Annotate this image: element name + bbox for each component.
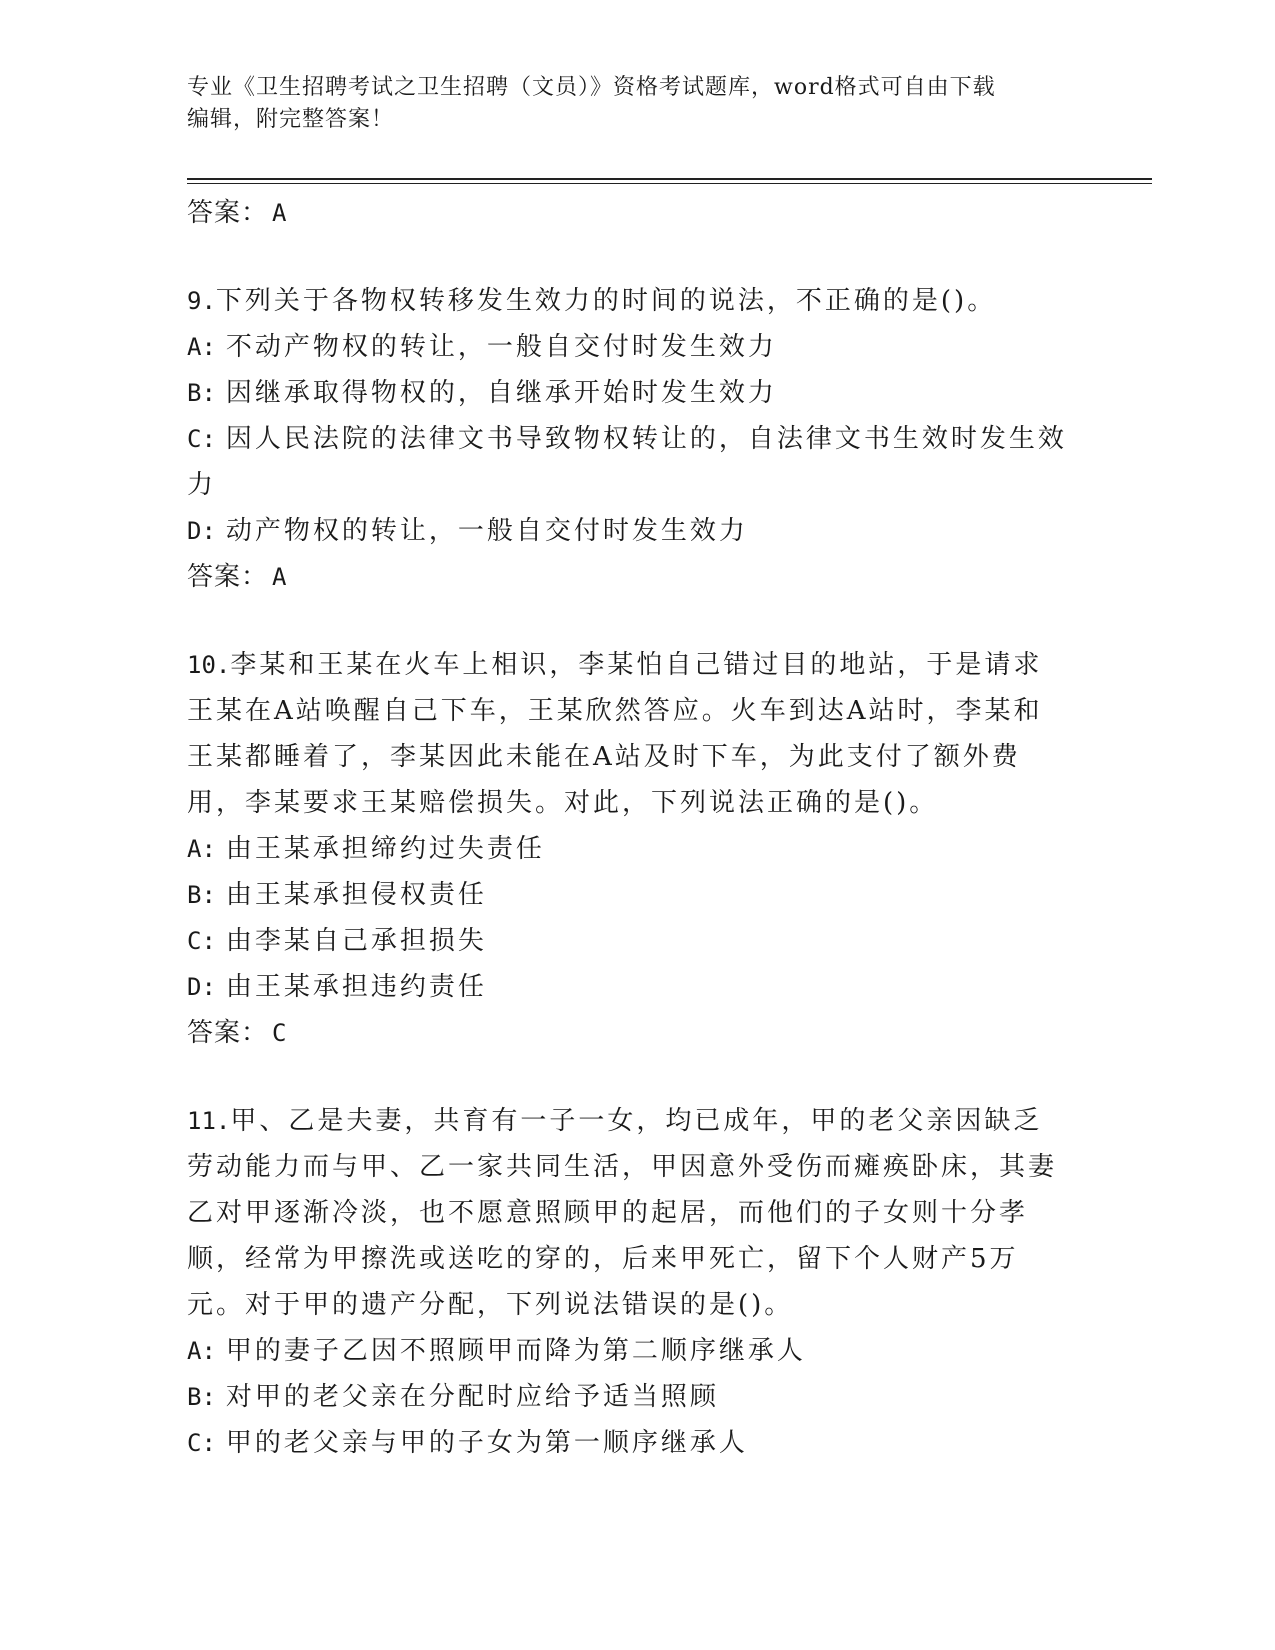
- header-divider-thick: [187, 178, 1152, 180]
- option-key: D:: [187, 973, 216, 1001]
- option-text: 对甲的老父亲在分配时应给予适当照顾: [225, 1382, 719, 1412]
- option-text: 不动产物权的转让，一般自交付时发生效力: [225, 332, 777, 362]
- header-line-2: 编辑，附完整答案！: [187, 107, 395, 132]
- option-text: 因继承取得物权的，自继承开始时发生效力: [225, 378, 777, 408]
- option-key: B:: [187, 1383, 216, 1411]
- option-text: 甲的妻子乙因不照顾甲而降为第二顺序继承人: [225, 1336, 806, 1366]
- question-number: 10.: [187, 651, 231, 679]
- option-d: [187, 964, 1067, 1010]
- option-b: [187, 370, 1067, 416]
- question-number: 9.: [187, 287, 216, 315]
- option-a: [187, 324, 1067, 370]
- question-stem-11: [187, 1098, 1067, 1328]
- option-d: [187, 508, 1067, 554]
- document-header: [187, 72, 1087, 136]
- option-b: [187, 1374, 1067, 1420]
- question-text: 下列关于各物权转移发生效力的时间的说法，不正确的是()。: [215, 286, 997, 316]
- header-divider-thin: [187, 183, 1152, 184]
- header-line-1: 专业《卫生招聘考试之卫生招聘（文员）》资格考试题库，word格式可自由下载: [187, 75, 996, 100]
- question-stem-9: [187, 278, 1067, 324]
- option-key: D:: [187, 517, 216, 545]
- option-key: A:: [187, 835, 216, 863]
- option-a: [187, 826, 1067, 872]
- question-number: 11.: [187, 1107, 231, 1135]
- option-c: [187, 1420, 1067, 1466]
- option-text: 由王某承担违约责任: [225, 972, 487, 1002]
- option-text: 因人民法院的法律文书导致物权转让的，自法律文书生效时发生效力: [187, 424, 1067, 500]
- option-key: A:: [187, 333, 216, 361]
- answer-value: A: [272, 563, 288, 591]
- option-text: 动产物权的转让，一般自交付时发生效力: [225, 516, 748, 546]
- answer-line-prev: [187, 190, 1067, 236]
- answer-line-10: [187, 1010, 1067, 1056]
- option-text: 由王某承担侵权责任: [225, 880, 487, 910]
- answer-line-9: [187, 554, 1067, 600]
- answer-label: 答案：: [187, 1018, 269, 1048]
- answer-value: A: [272, 199, 288, 227]
- question-list: [187, 190, 1067, 1466]
- option-c: [187, 918, 1067, 964]
- question-text: 李某和王某在火车上相识，李某怕自己错过目的地站，于是请求王某在A站唤醒自己下车，王某欣然答应。火车到达A站时，李某和王某都睡着了，李某因此未能在A站及时下车，为此支付了额外费用，李某要求王某赔偿损失。对此，下列说法正确的是()。: [187, 650, 1043, 818]
- option-text: 由王某承担缔约过失责任: [225, 834, 545, 864]
- answer-label: 答案：: [187, 562, 269, 592]
- option-key: A:: [187, 1337, 216, 1365]
- option-text: 甲的老父亲与甲的子女为第一顺序继承人: [225, 1428, 748, 1458]
- option-key: C:: [187, 927, 216, 955]
- option-text: 由李某自己承担损失: [225, 926, 487, 956]
- option-key: C:: [187, 425, 216, 453]
- question-text: 甲、乙是夫妻，共育有一子一女，均已成年，甲的老父亲因缺乏劳动能力而与甲、乙一家共同生活，甲因意外受伤而瘫痪卧床，其妻乙对甲逐渐冷淡，也不愿意照顾甲的起居，而他们的子女则十分孝顺，经常为甲擦洗或送吃的穿的，后来甲死亡，留下个人财产5万元。对于甲的遗产分配，下列说法错误的是()。: [187, 1106, 1058, 1320]
- option-key: B:: [187, 379, 216, 407]
- option-key: B:: [187, 881, 216, 909]
- answer-value: C: [272, 1019, 288, 1047]
- option-key: C:: [187, 1429, 216, 1457]
- answer-label: 答案：: [187, 198, 269, 228]
- option-c: [187, 416, 1067, 508]
- option-b: [187, 872, 1067, 918]
- option-a: [187, 1328, 1067, 1374]
- question-stem-10: [187, 642, 1067, 826]
